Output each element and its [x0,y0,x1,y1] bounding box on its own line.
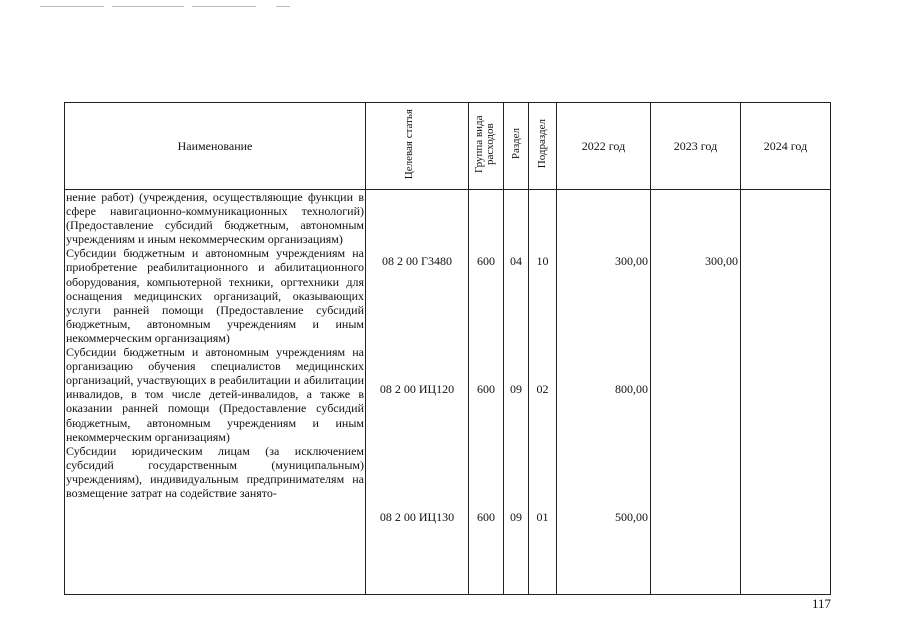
expense-group-value: 600 [477,254,495,268]
year-2022-cell [557,190,651,595]
amount-2022: 500,00 [615,510,648,524]
header-row [65,103,831,190]
header-rule [112,6,184,7]
code-cell [366,190,469,595]
table-row [65,190,831,595]
target-article-code: 08 2 00 ИЦ130 [379,510,455,524]
target-article-code: 08 2 00 ИЦ120 [379,382,455,396]
year-2024-cell [741,190,831,595]
row-name: Субсидии юридическим лицам (за исключением субсидий государственным (муниципальным) учреждениям), индивидуальным предпринимателям на возмещение затрат на содействие занято- [66,443,364,500]
row-name: Субсидии бюджетным и автономным учреждениям на приобретение реабилитационного и абилитационного оборудования, компьютерной техники, оргтехники для оснащения медицинских организаций, оказывающих услуги ранней помощи (Предоставление субсидий бюджетным, автономным учреждениям и иным некоммерческим организациям) [66,246,364,345]
amount-2022: 300,00 [615,254,648,268]
col-subsection-header: Подраздел [529,103,557,190]
year-2023-cell [651,190,741,595]
section-cell [504,190,529,595]
col-target-article-header: Целевая статья [366,103,469,190]
header-rule [192,6,256,7]
col-2022-header: 2022 год [557,103,651,190]
col-2024-header: 2024 год [741,103,831,190]
col-section-header: Раздел [504,103,529,190]
subsection-value: 01 [536,510,549,524]
section-value: 09 [510,382,522,396]
expense-group-value: 600 [477,382,495,396]
col-2023-header: 2023 год [651,103,741,190]
amount-2022: 800,00 [615,382,648,396]
expense-group-value: 600 [477,510,495,524]
amount-2023: 300,00 [705,254,738,268]
row-name: Субсидии бюджетным и автономным учреждениям на организацию обучения специалистов медицинских организаций, участвующих в реабилитации и абилитации инвалидов, в том числе детей-инвалидов, а также в оказании ранней помощи (Предоставление субсидий бюджетным, автономным учреждениям и иным некоммерческим организациям) [66,345,364,444]
header-rule [276,6,290,7]
subsection-cell [529,190,557,595]
section-value: 09 [510,510,522,524]
budget-table [64,102,831,595]
page-number: 117 [812,596,832,611]
group-cell [469,190,504,595]
subsection-value: 02 [536,382,549,396]
name-cell [65,190,366,595]
row-name: нение работ) (учреждения, осуществляющие функции в сфере навигационно-коммуникационных технологий) (Предоставление субсидий бюджетным, автономным учреждениям и иным некоммерческим организациям) [66,190,364,247]
col-name-header: Наименование [65,103,366,190]
header-rule [40,6,104,7]
section-value: 04 [510,254,522,268]
subsection-value: 10 [536,254,549,268]
col-expense-group-header: Группа вида расходов [469,103,504,190]
target-article-code: 08 2 00 Г3480 [382,254,452,268]
